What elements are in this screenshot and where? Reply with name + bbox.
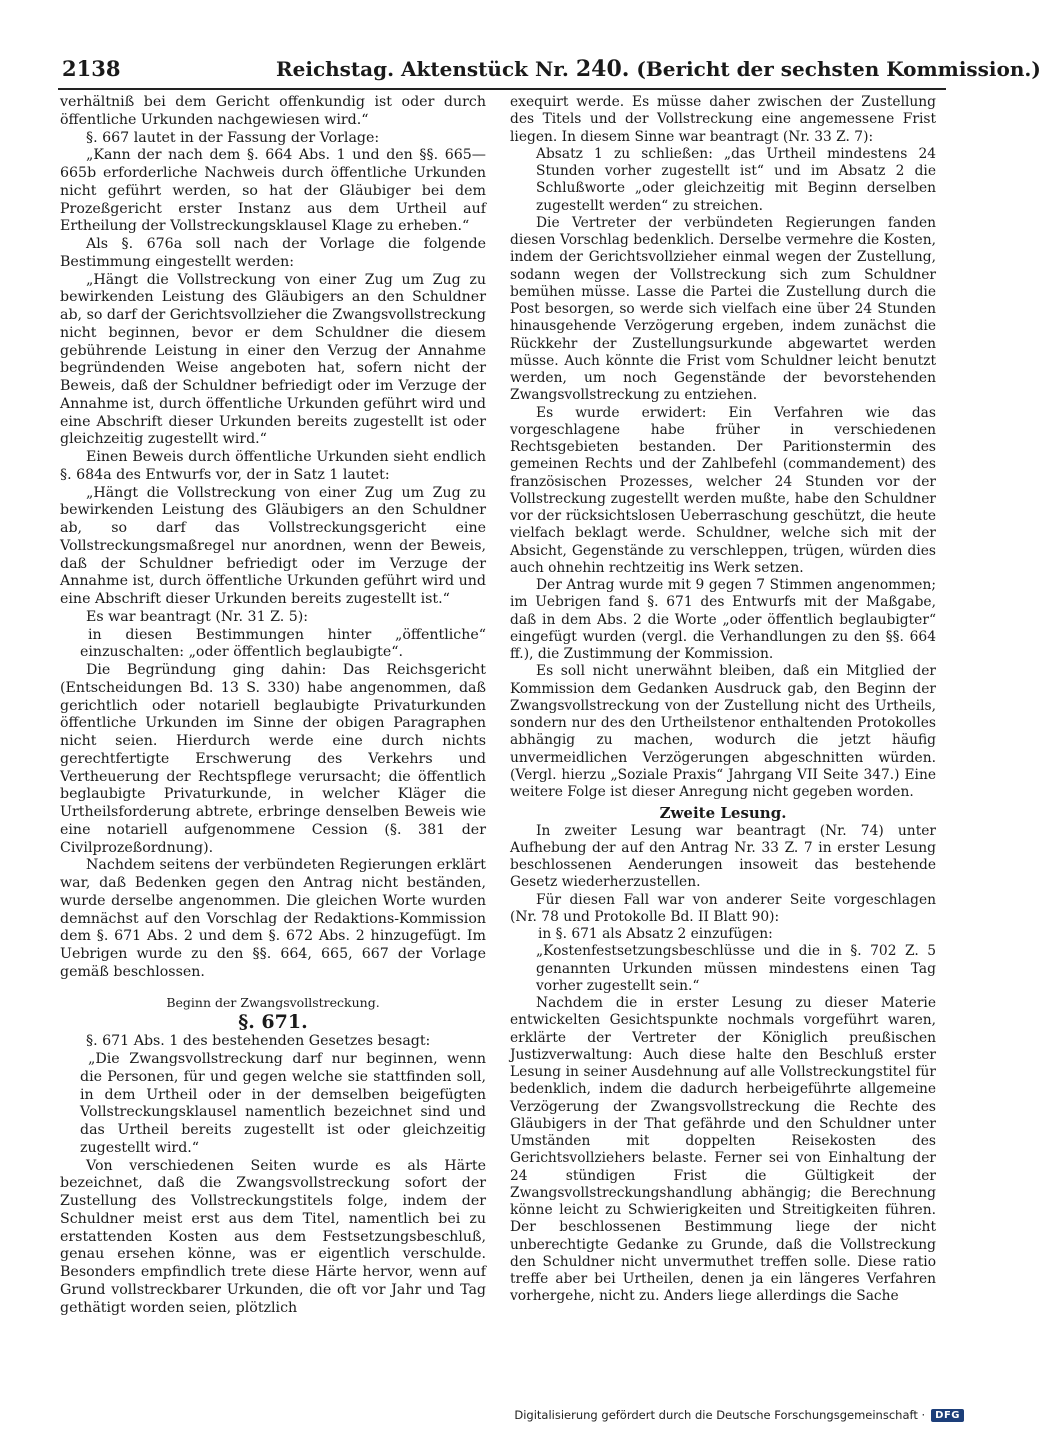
paragraph: verhältniß bei dem Gericht offenkundig ist oder durch öffentliche Urkunden nachgewiesen wird.“ [60, 94, 486, 128]
paragraph: In zweiter Lesung war beantragt (Nr. 74) unter Aufhebung der auf den Antrag Nr. 33 Z. 7 in erster Lesung beschlossenen Aenderungen insoweit das bestehende Gesetz wiederherzustellen. [510, 822, 936, 891]
paragraph: Als §. 676a soll nach der Vorlage die folgende Bestimmung eingestellt werden: [60, 236, 486, 270]
paragraph: „Hängt die Vollstreckung von einer Zug um Zug zu bewirkenden Leistung des Gläubigers an den Schuldner ab, so darf das Vollstreckungsgericht eine Vollstreckungsmaßregel nur anordnen, wenn der Beweis, daß der Schuldner befriedigt oder im Verzuge der Annahme ist, durch öffentliche Urkunden geführt wird und eine Abschrift dieser Urkunden bereits zugestellt ist.“ [60, 484, 486, 607]
paragraph: §. 671 Abs. 1 des bestehenden Gesetzes besagt: [86, 1033, 431, 1050]
title-prefix: Reichstag. Aktenstück Nr. [276, 57, 569, 81]
paragraph: Einen Beweis durch öffentliche Urkunden sieht endlich §. 684a des Entwurfs vor, der in Satz 1 lautet: [60, 449, 486, 483]
paragraph: Nachdem seitens der verbündeten Regierungen erklärt war, daß Bedenken gegen den Antrag nicht beständen, wurde derselbe angenommen. Die gleichen Worte wurden demnächst auf den Vorschlag der Redaktions-Kommission dem §. 671 Abs. 2 und dem §. 672 Abs. 2 hinzugefügt. Im Uebrigen wurde zu den §§. 664, 665, 667 der Vorlage gemäß beschlossen. [60, 857, 486, 980]
section-caption: Beginn der Zwangsvollstreckung. [166, 994, 380, 1010]
paragraph: Es wurde erwidert: Ein Verfahren wie das vorgeschlagene habe früher in verschiedenen Rechtsgebieten bestanden. Der Paritionstermin des gemeinen Rechts und der Zahlbefehl (commandement) des französischen Prozesses, welcher 24 Stunden vor der Vollstreckung zugestellt werden mußte, habe den Schuldner vor der rücksichtslosen Ueberraschung geschützt, die heute vielfach beklagt werde. Schuldner, welche sich mit der Absicht, Gegenstände zu verschleppen, trügen, würden dies auch ohnehin rechtzeitig ins Werk setzen. [510, 404, 936, 576]
paragraph: Der Antrag wurde mit 9 gegen 7 Stimmen angenommen; im Uebrigen fand §. 671 des Entwurfs mit der Maßgabe, daß in dem Abs. 2 die Worte „oder öffentlich beglaubigter“ eingefügt wurden (vergl. die Verhandlungen zu den §§. 664 ff.), die Zustimmung der Kommission. [510, 577, 936, 662]
quoted-provision: in diesen Bestimmungen hinter „öffentliche“ einzuschalten: „oder öffentlich beglaubigte“. [80, 626, 486, 661]
dfg-logo: DFG [931, 1409, 964, 1422]
running-title [276, 56, 1041, 82]
subheading: Zweite Lesung. [659, 804, 787, 823]
paragraph: Es war beantragt (Nr. 31 Z. 5): [86, 608, 309, 625]
section-heading: §. 671. [238, 1011, 308, 1034]
quoted-provision: Absatz 1 zu schließen: „das Urtheil mindestens 24 Stunden vorher zugestellt ist“ und im Absatz 2 die Schlußworte „oder gleichzeitig mit Beginn derselben zugestellt werden“ zu streichen. [536, 145, 936, 214]
paragraph: Von verschiedenen Seiten wurde es als Härte bezeichnet, daß die Zwangsvollstreckung sofort der Zustellung des Vollstreckungstitels folge, indem der Schuldner meist erst aus dem Titel, namentlich bei zu erstattenden Kosten aus dem Festsetzungsbeschluß, genau ersehen könne, was er eigentlich verschulde. Besonders empfindlich trete diese Härte hervor, wenn auf Grund vollstreckbarer Urkunden, die oft vor Jahr und Tag gethätigt worden seien, plötzlich [60, 1157, 486, 1316]
paragraph: „Kann der nach dem §. 664 Abs. 1 und den §§. 665—665b erforderliche Nachweis durch öffentliche Urkunden nicht geführt werden, so hat der Gläubiger bei dem Prozeßgericht erster Instanz aus dem Urtheil auf Ertheilung der Vollstreckungsklausel Klage zu erheben.“ [60, 147, 486, 235]
paragraph: Nachdem die in erster Lesung zu dieser Materie entwickelten Gesichtspunkte nochmals vorgeführt waren, erklärte der Vertreter der Königlich preußischen Justizverwaltung: Auch diese halte den Beschluß erster Lesung in seiner Ausdehnung auf alle Vollstreckungstitel für bedenklich, indem die dadurch herbeigeführte allgemeine Verzögerung der Zwangsvollstreckung die Rechte des Gläubigers in der That gefährde und den Schuldner unter Umständen mit doppelten Reisekosten des Gerichtsvollziehers belaste. Ferner sei von Einhaltung der 24 stündigen Frist die Gültigkeit der Zwangsvollstreckungshandlung abhängig; die Berechnung könne leicht zu Schwierigkeiten und Streitigkeiten führen. Der beschlossenen Bestimmung liege der nicht unberechtigte Gedanke zu Grunde, daß die Vollstreckung den Schuldner nicht unvermuthet treffen solle. Diese ratio treffe aber bei Urtheilen, denen ja ein längeres Verfahren vorhergehe, nicht zu. Anders liege allerdings die Sache [510, 995, 936, 1305]
title-suffix: (Bericht der sechsten Kommission.) [636, 57, 1041, 81]
document-number: 240. [575, 56, 630, 82]
paragraph: Die Vertreter der verbündeten Regierungen fanden diesen Vorschlag bedenklich. Derselbe vermehre die Kosten, indem der Gerichtsvollzieher einmal wegen der Zustellung, sodann wegen der Vollstreckung sich zum Schuldner bemühen müsse. Lasse die Partei die Zustellung durch die Post besorgen, so werde sich vielfach eine über 24 Stunden hinausgehende Verzögerung ergeben, indem zunächst die Rückkehr der Zustellungsurkunde abgewartet werden müsse. Auch könnte die Frist vom Schuldner leicht benutzt werden, um noch Gegenstände der bevorstehenden Zwangsvollstreckung zu entziehen. [510, 214, 936, 404]
quoted-provision: „Die Zwangsvollstreckung darf nur beginnen, wenn die Personen, für und gegen welche sie stattfinden soll, in dem Urtheil oder in der demselben beigefügten Vollstreckungsklausel namentlich bezeichnet sind und das Urtheil bereits zugestellt ist oder gleichzeitig zugestellt wird.“ [80, 1051, 486, 1156]
paragraph: Die Begründung ging dahin: Das Reichsgericht (Entscheidungen Bd. 13 S. 330) habe angenommen, daß gerichtlich oder notariell beglaubigte Privaturkunden öffentliche Urkunden im Sinne der obigen Paragraphen nicht seien. Hierdurch werde eine durch nichts gerechtfertigte Erschwerung des Verkehrs und Vertheuerung der Rechtspflege verursacht; die öffentlich beglaubigte Privaturkunde, in welcher Kläger die Urtheilsforderung abtrete, erbringe denselben Beweis wie eine notariell aufgenommene Cession (§. 381 der Civilprozeßordnung). [60, 662, 486, 856]
paragraph: §. 667 lautet in der Fassung der Vorlage: [86, 129, 380, 146]
paragraph: „Hängt die Vollstreckung von einer Zug um Zug zu bewirkenden Leistung des Gläubigers an den Schuldner ab, so darf der Gerichtsvollzieher die Zwangsvollstreckung nicht beginnen, bevor er dem Schuldner die diesem gebührende Leistung in einer den Verzug der Annahme begründenden Weise angeboten hat, sofern nicht der Beweis, daß der Schuldner befriedigt oder im Verzuge der Annahme ist, durch öffentliche Urkunden geführt wird und eine Abschrift dieser Urkunden bereits zugestellt ist oder gleichzeitig zugestellt wird.“ [60, 271, 486, 448]
page-header [48, 56, 1041, 90]
quoted-provision: in §. 671 als Absatz 2 einzufügen: [538, 926, 773, 942]
right-column [510, 94, 936, 1306]
left-column [60, 94, 486, 1317]
paragraph: exequirt werde. Es müsse daher zwischen der Zustellung des Titels und der Vollstreckung eine angemessene Frist liegen. In diesem Sinne war beantragt (Nr. 33 Z. 7): [510, 94, 936, 145]
quoted-provision: „Kostenfestsetzungsbeschlüsse und die in §. 702 Z. 5 genannten Urkunden müssen mindestens einen Tag vorher zugestellt sein.“ [536, 943, 936, 994]
header-rule [58, 88, 946, 90]
footer-text: Digitalisierung gefördert durch die Deutsche Forschungsgemeinschaft · [514, 1408, 926, 1422]
page-number: 2138 [62, 56, 121, 81]
footer-credit [514, 1406, 964, 1424]
paragraph: Es soll nicht unerwähnt bleiben, daß ein Mitglied der Kommission dem Gedanken Ausdruck gab, den Beginn der Zwangsvollstreckung von der Zustellung nicht des Urtheils, sondern nur des den Urtheilstenor enthaltenden Protokolles abhängig zu machen, wodurch die jetzt häufig unvermeidlichen Verzögerungen abgeschnitten würden. (Vergl. hierzu „Soziale Praxis“ Jahrgang VII Seite 347.) Eine weitere Folge ist dieser Anregung nicht gegeben worden. [510, 663, 936, 800]
paragraph: Für diesen Fall war von anderer Seite vorgeschlagen (Nr. 78 und Protokolle Bd. II Blatt 90): [510, 891, 936, 925]
